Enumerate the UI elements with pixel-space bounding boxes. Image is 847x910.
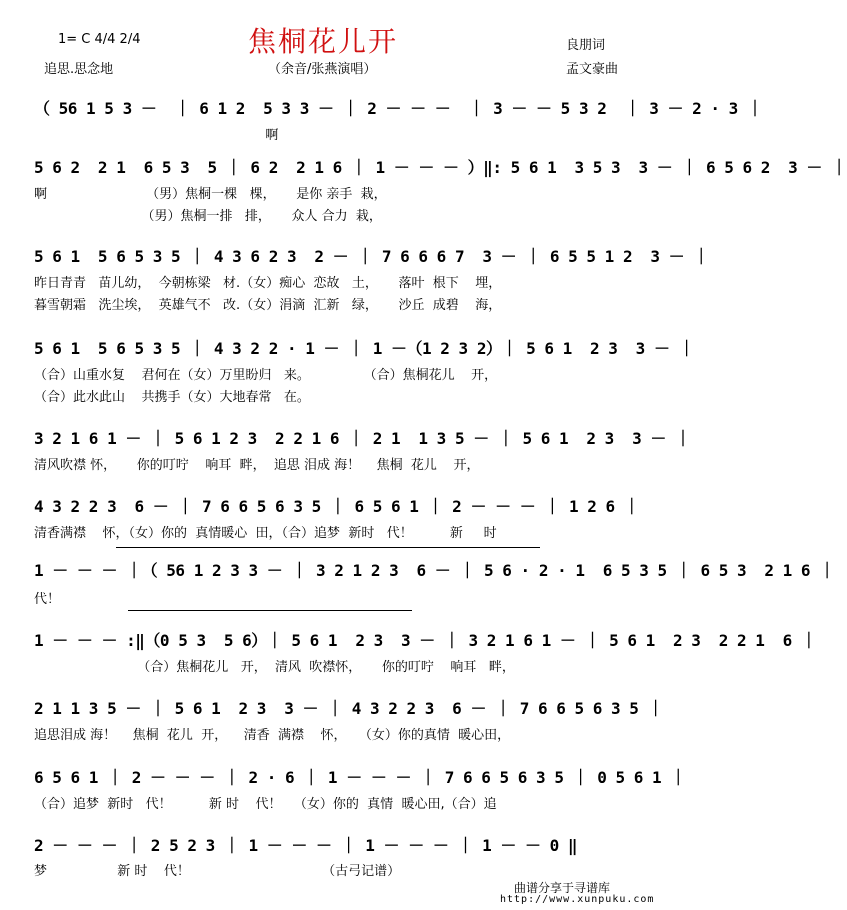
notation-line-3: 5 6 1 5 6 5 3 5 ｜ 4 3 6 2 3 2 － ｜ 7 6 6 6 7 3 － ｜ 6 5 5 1 2 3 － ｜	[34, 247, 709, 266]
lyric-line-7a: 代！	[34, 592, 61, 607]
lyric-line-3a: 昨日青青 苗儿幼， 今朝栋梁 材.（女）痴心 恋故 土， 落叶 根下 埋，	[34, 276, 502, 291]
lyric-line-11a: 梦 新 时 代！ （古弓记谱）	[34, 864, 401, 879]
expression-marking: 追思.思念地	[44, 62, 114, 77]
notation-line-8: 1 － － － :‖（0 5 3 5 6）｜ 5 6 1 2 3 3 － ｜ 3 2 1 6 1 － ｜ 5 6 1 2 3 2 2 1 6 ｜	[34, 631, 817, 650]
lyric-line-6a: 清香满襟 怀，（女）你的 真情暖心 田，（合）追梦 新时 代！ 新 时	[34, 526, 497, 541]
song-title: 焦桐花儿开	[248, 25, 399, 58]
notation-line-6: 4 3 2 2 3 6 － ｜ 7 6 6 5 6 3 5 ｜ 6 5 6 1 ｜ 2 － － － ｜ 1 2 6 ｜	[34, 497, 640, 516]
notation-line-10: 6 5 6 1 ｜ 2 － － － ｜ 2 · 6 ｜ 1 － － － ｜ 7 6 6 5 6 3 5 ｜ 0 5 6 1 ｜	[34, 768, 686, 787]
lyric-line-9a: 追思泪成 海！ 焦桐 花儿 开， 清香 满襟 怀， （女）你的真情 暖心田，	[34, 728, 511, 743]
lyric-line-10a: （合）追梦 新时 代！ 新 时 代！ （女）你的 真情 暖心田,（合）追	[34, 797, 497, 812]
lyric-line-1a: 啊	[34, 128, 279, 143]
lyric-line-4b: （合）此水此山 共携手（女）大地春常 在。	[34, 390, 310, 405]
notation-line-7: 1 － － － ｜（ 56 1 2 3 3 － ｜ 3 2 1 2 3 6 － ｜ 5 6 · 2 · 1 6 5 3 5 ｜ 6 5 3 2 1 6 ｜	[34, 561, 835, 580]
lyric-line-4a: （合）山重水复 君何在（女）万里盼归 来。 （合）焦桐花儿 开，	[34, 368, 498, 383]
notation-line-4: 5 6 1 5 6 5 3 5 ｜ 4 3 2 2 · 1 － ｜ 1 －（1 2 3 2）｜ 5 6 1 2 3 3 － ｜	[34, 339, 695, 358]
lyric-line-5a: 清风吹襟 怀， 你的叮咛 响耳 畔， 追思 泪成 海！ 焦桐 花儿 开，	[34, 458, 480, 473]
lyric-line-8a: （合）焦桐花儿 开， 清风 吹襟怀， 你的叮咛 响耳 畔，	[34, 660, 515, 675]
watermark-text: 曲谱分享于寻谱库	[514, 881, 611, 895]
singers-credit: （余音/张燕演唱）	[268, 62, 377, 77]
key-signature: 1= C 4/4 2/4	[58, 32, 141, 47]
lyric-line-2a: 啊 （男）焦桐一棵 棵， 是你 亲手 栽，	[34, 187, 387, 202]
notation-line-2: 5 6 2 2 1 6 5 3 5 ｜ 6 2 2 1 6 ｜ 1 － － － ）‖: 5 6 1 3 5 3 3 － ｜ 6 5 6 2 3 － ｜	[34, 158, 847, 177]
notation-line-9: 2 1 1 3 5 － ｜ 5 6 1 2 3 3 － ｜ 4 3 2 2 3 6 － ｜ 7 6 6 5 6 3 5 ｜	[34, 699, 664, 718]
notation-line-1: （ 56 1 5 3 － ｜ 6 1 2 5 3 3 － ｜ 2 － － － ｜ 3 － － 5 3 2 ｜ 3 － 2 · 3 ｜	[34, 99, 763, 118]
lyricist-credit: 良朋词	[566, 38, 606, 53]
notation-line-5: 3 2 1 6 1 － ｜ 5 6 1 2 3 2 2 1 6 ｜ 2 1 1 3 5 － ｜ 5 6 1 2 3 3 － ｜	[34, 429, 691, 448]
volta-bracket-2	[128, 610, 412, 611]
notation-line-11: 2 － － － ｜ 2 5 2 3 ｜ 1 － － － ｜ 1 － － － ｜ 1 － － 0 ‖	[34, 836, 578, 855]
watermark-url[interactable]: http://www.xunpuku.com	[500, 894, 655, 905]
composer-credit: 孟文豪曲	[566, 62, 619, 77]
lyric-line-2b: （男）焦桐一排 排， 众人 合力 栽，	[34, 209, 382, 224]
volta-bracket-1	[116, 547, 540, 548]
lyric-line-3b: 暮雪朝霜 洗尘埃， 英雄气不 改.（女）涓滴 汇新 绿， 沙丘 成碧 海，	[34, 298, 502, 313]
